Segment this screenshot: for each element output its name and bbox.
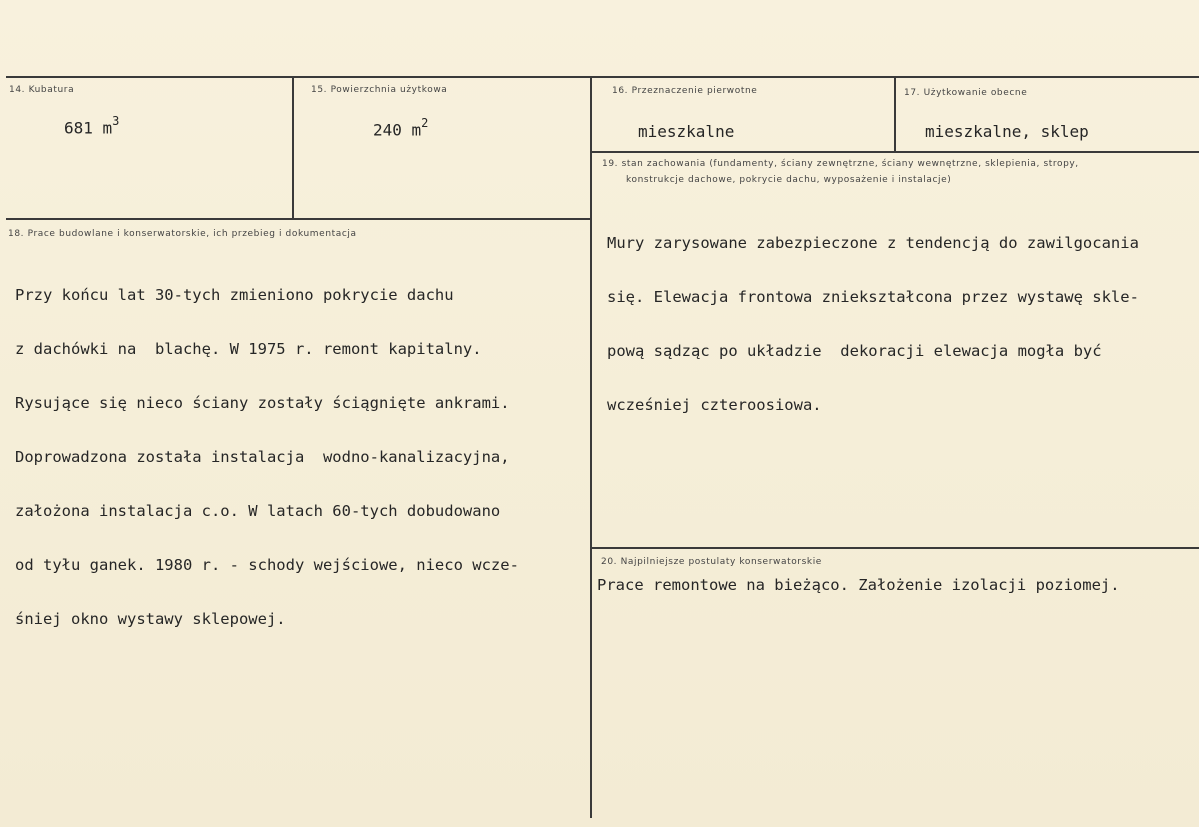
prace-line: Przy końcu lat 30-tych zmieniono pokrycie dachu [15,286,454,304]
kubatura-exponent: 3 [112,114,120,128]
stan-line: wcześniej czteroosiowa. [607,396,822,414]
prace-text [15,250,519,664]
prace-label: 18. Prace budowlane i konserwatorskie, ich przebieg i dokumentacja [8,229,357,239]
powierzchnia-label: 15. Powierzchnia użytkowa [311,85,448,95]
divider-14-15 [292,78,294,218]
stan-line: pową sądząc po układzie dekoracji elewacja mogła być [607,342,1102,360]
stan-line: Mury zarysowane zabezpieczone z tendencją do zawilgocania [607,234,1139,252]
divider-16-17 [894,78,896,152]
stan-line: się. Elewacja frontowa zniekształcona przez wystawę skle- [607,288,1139,306]
prace-line: Doprowadzona została instalacja wodno-kanalizacyjna, [15,448,510,466]
powierzchnia-number: 240 m [373,120,422,140]
uzytkowanie-label: 17. Użytkowanie obecne [904,88,1028,98]
rule-below-19 [592,547,1199,549]
divider-center [590,78,592,818]
rule-below-16-17 [592,151,1199,153]
rule-below-14-15 [6,218,592,220]
przeznaczenie-value: mieszkalne [638,122,735,141]
prace-line: od tyłu ganek. 1980 r. - schody wejściowe, nieco wcze- [15,556,519,574]
kubatura-number: 681 m [64,118,113,138]
stan-label-line2: konstrukcje dachowe, pokrycie dachu, wyposażenie i instalacje) [626,175,952,185]
stan-text [607,198,1139,450]
prace-line: założona instalacja c.o. W latach 60-tych dobudowano [15,502,501,520]
kubatura-label: 14. Kubatura [9,85,75,95]
powierzchnia-value [373,118,428,139]
kubatura-value [64,116,119,137]
top-rule [6,76,1199,78]
postulaty-label: 20. Najpilniejsze postulaty konserwatorskie [601,557,822,567]
przeznaczenie-label: 16. Przeznaczenie pierwotne [612,86,758,96]
prace-line: śniej okno wystawy sklepowej. [15,610,286,628]
uzytkowanie-value: mieszkalne, sklep [925,122,1089,141]
prace-line: z dachówki na blachę. W 1975 r. remont kapitalny. [15,340,482,358]
powierzchnia-exponent: 2 [421,116,429,130]
stan-label-line1: 19. stan zachowania (fundamenty, ściany zewnętrzne, ściany wewnętrzne, sklepienia, stropy, [602,159,1079,169]
postulaty-value: Prace remontowe na bieżąco. Założenie izolacji poziomej. [597,576,1120,594]
prace-line: Rysujące się nieco ściany zostały ściągnięte ankrami. [15,394,510,412]
